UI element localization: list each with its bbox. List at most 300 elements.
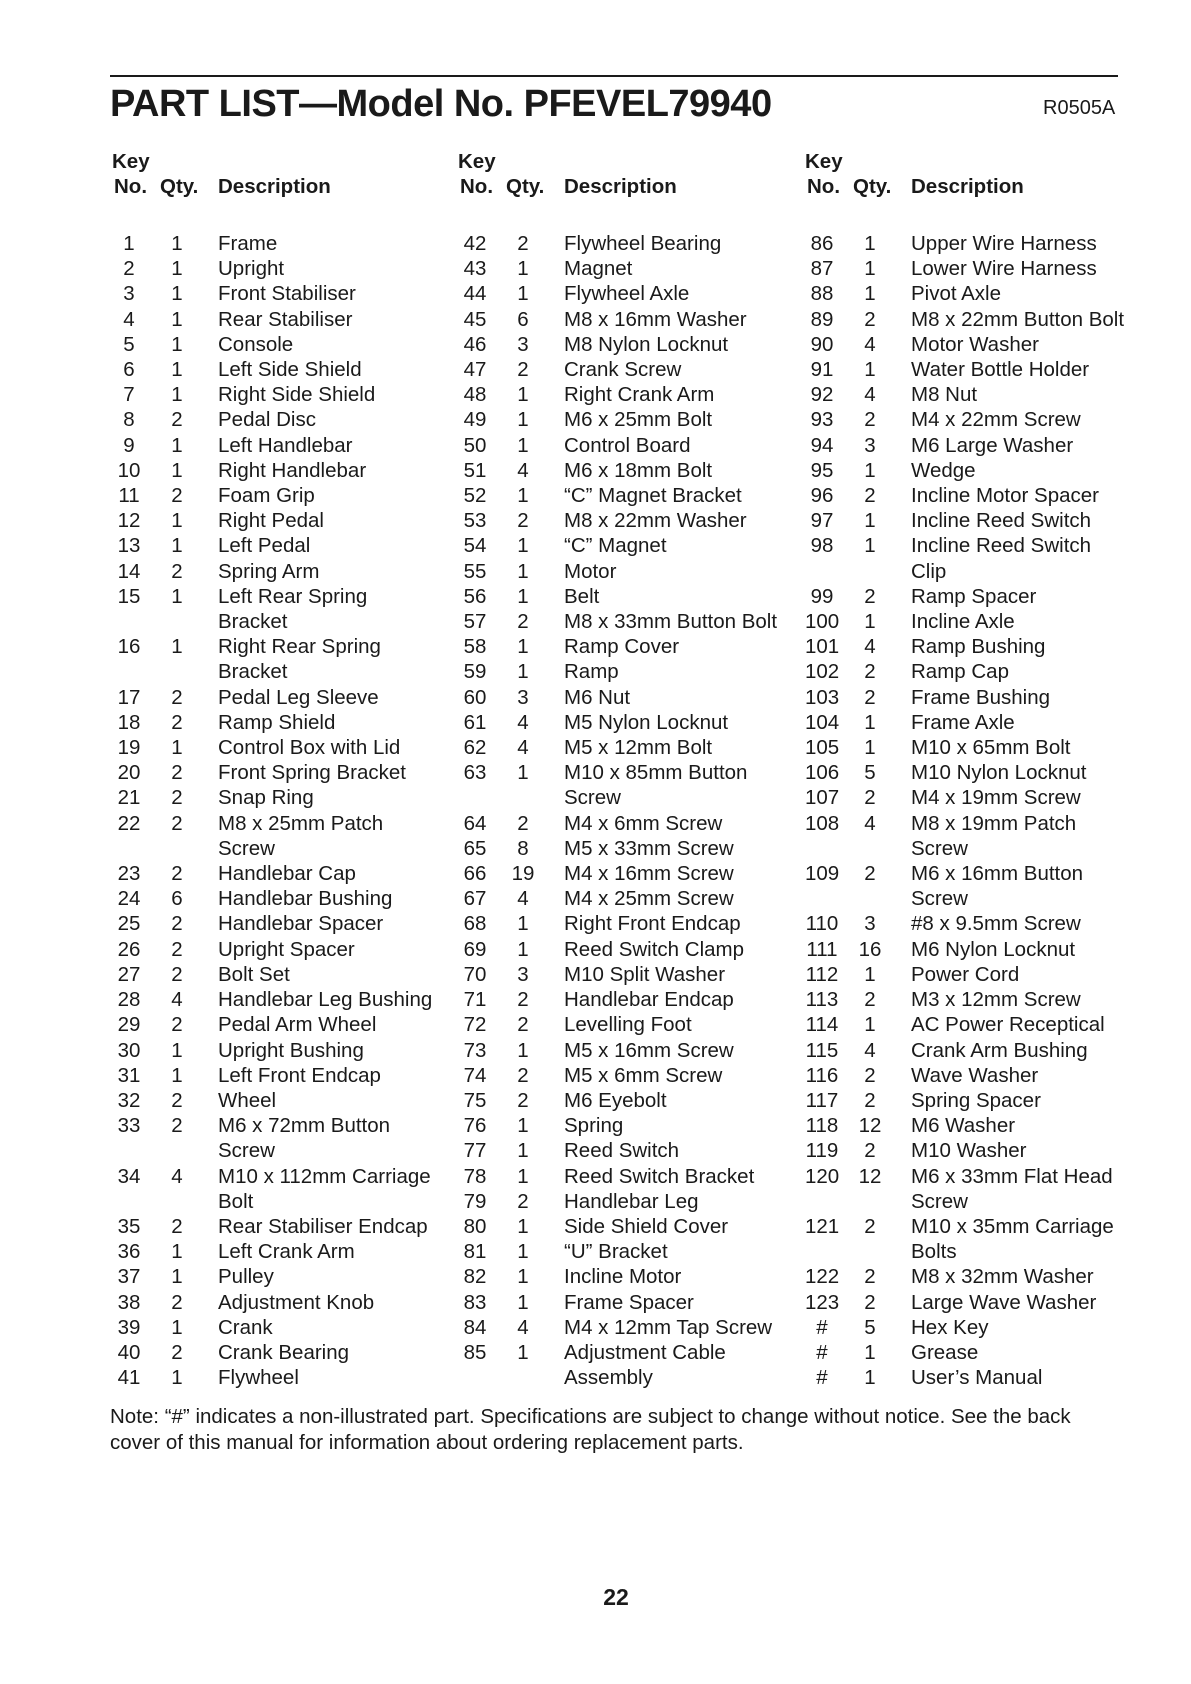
- quantity: 1: [864, 257, 876, 281]
- key-number: 40: [117, 1340, 141, 1364]
- key-number: 5: [123, 332, 135, 356]
- key-number: 27: [117, 962, 141, 986]
- quantity: 1: [171, 635, 183, 659]
- quantity: 4: [517, 736, 529, 760]
- description: Frame Axle: [911, 710, 1015, 734]
- quantity: 4: [864, 332, 876, 356]
- quantity: 1: [171, 433, 183, 457]
- quantity: 2: [517, 1088, 529, 1112]
- description: M5 x 12mm Bolt: [564, 736, 713, 760]
- key-number: #: [816, 1366, 828, 1390]
- quantity: 1: [171, 736, 183, 760]
- key-number: 99: [810, 584, 834, 608]
- quantity: [160, 609, 194, 634]
- description: Frame: [218, 232, 278, 255]
- parts-row: [112, 1088, 432, 1113]
- parts-row: [458, 886, 777, 911]
- parts-row: [805, 1164, 1124, 1189]
- quantity: 1: [864, 358, 876, 382]
- quantity: 3: [517, 962, 529, 986]
- key-number: 21: [117, 786, 141, 810]
- parts-row: [805, 1088, 1124, 1113]
- description: Grease: [911, 1340, 979, 1364]
- quantity: 1: [171, 1315, 183, 1339]
- parts-row: [458, 382, 777, 407]
- key-number: 74: [463, 1063, 487, 1087]
- key-number: 37: [117, 1265, 141, 1289]
- key-number: 60: [463, 685, 487, 709]
- parts-row: [805, 433, 1124, 458]
- quantity: 1: [171, 383, 183, 407]
- parts-row: [458, 987, 777, 1012]
- description: Rear Stabiliser: [218, 307, 353, 331]
- key-number: 46: [463, 332, 487, 356]
- key-number: 66: [463, 862, 487, 886]
- parts-row: [458, 1290, 777, 1315]
- parts-row: [112, 861, 432, 886]
- key-number: [458, 1365, 492, 1390]
- key-number: 84: [463, 1315, 487, 1339]
- description: M8 Nut: [911, 383, 978, 407]
- top-rule: [110, 75, 1118, 77]
- description: Frame Spacer: [564, 1290, 694, 1314]
- key-number: 61: [463, 710, 487, 734]
- quantity: 2: [171, 937, 183, 961]
- quantity: 2: [864, 862, 876, 886]
- parts-row: [805, 533, 1124, 558]
- key-number: 67: [463, 887, 487, 911]
- parts-row: [112, 407, 432, 432]
- parts-row: [112, 433, 432, 458]
- quantity: 1: [864, 509, 876, 533]
- key-number: 109: [805, 862, 840, 886]
- description: Wave Washer: [911, 1063, 1039, 1087]
- parts-row: [458, 609, 777, 634]
- key-number: 115: [805, 1038, 839, 1062]
- description: Reed Switch Clamp: [564, 937, 745, 961]
- description: M10 Washer: [911, 1139, 1027, 1163]
- quantity: 1: [517, 1164, 529, 1188]
- description: Incline Axle: [911, 610, 1015, 634]
- quantity: 2: [864, 1063, 876, 1087]
- description: Water Bottle Holder: [911, 358, 1090, 382]
- quantity: 2: [171, 710, 183, 734]
- parts-row: [805, 559, 1124, 584]
- description: Ramp Cap: [911, 660, 1009, 684]
- parts-row: [112, 1214, 432, 1239]
- parts-row: [805, 483, 1124, 508]
- parts-row: [805, 785, 1124, 810]
- parts-row: [805, 911, 1124, 936]
- description: Motor: [564, 559, 617, 583]
- quantity: 1: [864, 610, 876, 634]
- quantity: 6: [171, 887, 183, 911]
- quantity: 8: [517, 836, 529, 860]
- key-number: 51: [463, 458, 487, 482]
- quantity: 2: [171, 1114, 183, 1138]
- quantity: 4: [864, 811, 876, 835]
- parts-row: [458, 1264, 777, 1289]
- key-number: [112, 609, 146, 634]
- key-number: 16: [117, 635, 141, 659]
- key-number: 4: [123, 307, 135, 331]
- quantity: 1: [517, 383, 529, 407]
- description: M4 x 25mm Screw: [564, 887, 734, 911]
- quantity: 6: [517, 307, 529, 331]
- parts-row: [458, 1012, 777, 1037]
- parts-row: [112, 559, 432, 584]
- quantity: 2: [171, 484, 183, 508]
- key-number: [112, 836, 146, 861]
- description: Reed Switch Bracket: [564, 1164, 755, 1188]
- quantity: 2: [864, 1088, 876, 1112]
- quantity: 1: [517, 761, 529, 785]
- quantity: 19: [511, 862, 535, 886]
- key-number: 104: [805, 710, 840, 734]
- quantity: 4: [864, 383, 876, 407]
- parts-row: [805, 1189, 1124, 1214]
- key-number: 69: [463, 937, 487, 961]
- description: Upright Bushing: [218, 1038, 364, 1062]
- header-description: Description: [218, 175, 331, 198]
- description: Adjustment Cable: [564, 1340, 726, 1364]
- description: Hex Key: [911, 1315, 989, 1339]
- quantity: [160, 659, 194, 684]
- parts-row: [458, 937, 777, 962]
- quantity: 1: [517, 912, 529, 936]
- description: M6 x 33mm Flat Head: [911, 1164, 1113, 1188]
- quantity: 2: [864, 786, 876, 810]
- description: “C” Magnet Bracket: [564, 484, 742, 508]
- key-number: 53: [463, 509, 487, 533]
- parts-row: [458, 1340, 777, 1365]
- description: Levelling Foot: [564, 1013, 692, 1037]
- parts-row: [112, 307, 432, 332]
- description: M6 Nylon Locknut: [911, 937, 1076, 961]
- key-number: 45: [463, 307, 487, 331]
- parts-row: [458, 911, 777, 936]
- description: Flywheel Bearing: [564, 232, 722, 255]
- description: Right Crank Arm: [564, 383, 715, 407]
- description: Handlebar Leg: [564, 1189, 699, 1213]
- key-number: 30: [117, 1038, 141, 1062]
- key-number: 70: [463, 962, 487, 986]
- key-number: 98: [810, 534, 834, 558]
- parts-row: [112, 332, 432, 357]
- key-number: 1: [123, 232, 135, 255]
- description: Clip: [911, 559, 947, 583]
- key-number: 68: [463, 912, 487, 936]
- key-number: [458, 785, 492, 810]
- description: Bolts: [911, 1240, 957, 1264]
- parts-row: [458, 634, 777, 659]
- description: M6 Large Washer: [911, 433, 1074, 457]
- quantity: 2: [171, 912, 183, 936]
- description: AC Power Receptical: [911, 1013, 1105, 1037]
- key-number: 111: [806, 937, 838, 961]
- key-number: 121: [805, 1214, 840, 1238]
- quantity: 5: [864, 761, 876, 785]
- parts-row: [805, 584, 1124, 609]
- quantity: 4: [864, 635, 876, 659]
- description: M6 x 25mm Bolt: [564, 408, 713, 432]
- key-number: 32: [117, 1088, 141, 1112]
- quantity: 1: [517, 534, 529, 558]
- document-code: R0505A: [1043, 97, 1116, 119]
- parts-row: [805, 609, 1124, 634]
- header-key: Key: [458, 150, 496, 173]
- description: User’s Manual: [911, 1366, 1043, 1390]
- quantity: 1: [517, 1265, 529, 1289]
- parts-row: [112, 508, 432, 533]
- key-number: 13: [117, 534, 141, 558]
- key-number: 91: [810, 358, 834, 382]
- quantity: 2: [864, 660, 876, 684]
- quantity: 1: [864, 710, 876, 734]
- parts-row: [112, 458, 432, 483]
- description: Wheel: [218, 1088, 277, 1112]
- quantity: 1: [517, 484, 529, 508]
- key-number: 110: [805, 912, 839, 936]
- parts-row: [112, 357, 432, 382]
- quantity: 1: [517, 433, 529, 457]
- quantity: 1: [171, 534, 183, 558]
- description: Ramp: [564, 660, 619, 684]
- quantity: 3: [517, 332, 529, 356]
- parts-row: [805, 836, 1124, 861]
- quantity: 2: [864, 584, 876, 608]
- parts-row: [458, 433, 777, 458]
- key-number: #: [816, 1340, 828, 1364]
- description: M6 Washer: [911, 1114, 1016, 1138]
- quantity: 2: [864, 307, 876, 331]
- description: Foam Grip: [218, 484, 315, 508]
- key-number: [112, 1138, 146, 1163]
- parts-row: [112, 1189, 432, 1214]
- parts-row: [805, 1214, 1124, 1239]
- description: M8 x 16mm Washer: [564, 307, 747, 331]
- parts-row: [458, 1189, 777, 1214]
- description: Incline Motor: [564, 1265, 682, 1289]
- quantity: 2: [171, 786, 183, 810]
- quantity: 1: [517, 408, 529, 432]
- quantity: 1: [171, 1265, 183, 1289]
- key-number: 83: [463, 1290, 487, 1314]
- quantity: 1: [171, 358, 183, 382]
- header-no: No.: [460, 175, 494, 198]
- column-header: [112, 150, 432, 206]
- parts-row: [458, 533, 777, 558]
- key-number: 114: [805, 1013, 839, 1037]
- description: Upright Spacer: [218, 937, 355, 961]
- description: Right Handlebar: [218, 458, 367, 482]
- key-number: 25: [117, 912, 141, 936]
- quantity: 1: [517, 1340, 529, 1364]
- quantity: 1: [517, 937, 529, 961]
- parts-row: [458, 1088, 777, 1113]
- quantity: 2: [171, 685, 183, 709]
- key-number: 88: [810, 282, 834, 306]
- key-number: 29: [117, 1013, 141, 1037]
- key-number: 31: [117, 1063, 141, 1087]
- description: Motor Washer: [911, 332, 1039, 356]
- key-number: 65: [463, 836, 487, 860]
- key-number: 54: [463, 534, 487, 558]
- description: Side Shield Cover: [564, 1214, 729, 1238]
- quantity: 2: [517, 358, 529, 382]
- parts-row: [805, 659, 1124, 684]
- key-number: 35: [117, 1214, 141, 1238]
- parts-row: [805, 407, 1124, 432]
- header-key: Key: [112, 150, 150, 173]
- key-number: 94: [810, 433, 834, 457]
- parts-row: [458, 1038, 777, 1063]
- header-description: Description: [564, 175, 677, 198]
- description: M4 x 19mm Screw: [911, 786, 1081, 810]
- parts-row: [112, 256, 432, 281]
- parts-row: [112, 1315, 432, 1340]
- quantity: 1: [171, 1240, 183, 1264]
- description: M5 Nylon Locknut: [564, 710, 729, 734]
- quantity: 1: [517, 1214, 529, 1238]
- description: Snap Ring: [218, 786, 314, 810]
- parts-row: [112, 937, 432, 962]
- quantity: 3: [517, 685, 529, 709]
- parts-row: [458, 811, 777, 836]
- description: M8 Nylon Locknut: [564, 332, 729, 356]
- description: Upper Wire Harness: [911, 232, 1097, 255]
- description: Adjustment Knob: [218, 1290, 375, 1314]
- quantity: [506, 785, 540, 810]
- parts-row: [112, 1290, 432, 1315]
- quantity: 4: [517, 710, 529, 734]
- key-number: 79: [463, 1189, 487, 1213]
- key-number: 93: [810, 408, 834, 432]
- description: Console: [218, 332, 294, 356]
- parts-row: [458, 685, 777, 710]
- parts-row: [112, 685, 432, 710]
- quantity: 2: [864, 988, 876, 1012]
- quantity: 2: [171, 862, 183, 886]
- parts-row: [458, 659, 777, 684]
- parts-row: [112, 1113, 432, 1138]
- description: M10 x 65mm Bolt: [911, 736, 1071, 760]
- key-number: 103: [805, 685, 840, 709]
- parts-column-1: [112, 150, 432, 1390]
- parts-row: [112, 987, 432, 1012]
- key-number: 101: [805, 635, 840, 659]
- quantity: 1: [517, 1114, 529, 1138]
- quantity: 4: [864, 1038, 876, 1062]
- key-number: 12: [117, 509, 141, 533]
- parts-row: [112, 609, 432, 634]
- parts-row: [112, 811, 432, 836]
- key-number: 9: [123, 433, 135, 457]
- key-number: 71: [463, 988, 487, 1012]
- quantity: 2: [864, 1290, 876, 1314]
- parts-row: [458, 256, 777, 281]
- quantity: 2: [171, 1088, 183, 1112]
- parts-row: [805, 685, 1124, 710]
- quantity: 1: [517, 584, 529, 608]
- quantity: [160, 836, 194, 861]
- quantity: 2: [864, 408, 876, 432]
- quantity: 1: [517, 1139, 529, 1163]
- quantity: 1: [517, 559, 529, 583]
- quantity: 1: [171, 307, 183, 331]
- description: M4 x 16mm Screw: [564, 862, 734, 886]
- description: Control Board: [564, 433, 691, 457]
- parts-row: [112, 1239, 432, 1264]
- description: M3 x 12mm Screw: [911, 988, 1081, 1012]
- parts-row: [805, 1264, 1124, 1289]
- key-number: 75: [463, 1088, 487, 1112]
- description: Front Stabiliser: [218, 282, 356, 306]
- key-number: 6: [123, 358, 135, 382]
- parts-column-3: [805, 150, 1124, 1390]
- parts-row: [458, 1315, 777, 1340]
- description: Bolt: [218, 1189, 254, 1213]
- key-number: 85: [463, 1340, 487, 1364]
- parts-row: [112, 584, 432, 609]
- description: Screw: [911, 1189, 968, 1213]
- parts-row: [112, 1365, 432, 1390]
- description: Spring Spacer: [911, 1088, 1041, 1112]
- quantity: 1: [171, 1366, 183, 1390]
- key-number: 22: [117, 811, 141, 835]
- description: Wedge: [911, 458, 976, 482]
- key-number: 44: [463, 282, 487, 306]
- parts-row: [112, 659, 432, 684]
- quantity: 16: [858, 937, 882, 961]
- parts-row: [805, 332, 1124, 357]
- description: Lower Wire Harness: [911, 257, 1097, 281]
- description: Right Pedal: [218, 509, 324, 533]
- quantity: 4: [171, 988, 183, 1012]
- parts-row: [458, 1214, 777, 1239]
- parts-row: [805, 1038, 1124, 1063]
- quantity: 2: [171, 761, 183, 785]
- parts-rows: [805, 231, 1124, 1390]
- description: Handlebar Spacer: [218, 912, 384, 936]
- description: Front Spring Bracket: [218, 761, 406, 785]
- quantity: 1: [864, 232, 876, 255]
- key-number: 113: [805, 988, 839, 1012]
- quantity: 1: [864, 736, 876, 760]
- quantity: 1: [517, 660, 529, 684]
- description: Handlebar Bushing: [218, 887, 393, 911]
- description: Pedal Disc: [218, 408, 316, 432]
- quantity: 3: [864, 433, 876, 457]
- description: Crank Arm Bushing: [911, 1038, 1088, 1062]
- parts-row: [112, 634, 432, 659]
- page-title: PART LIST—Model No. PFEVEL79940: [110, 83, 772, 125]
- key-number: 10: [117, 458, 141, 482]
- parts-rows: [458, 231, 777, 1390]
- description: Pulley: [218, 1265, 274, 1289]
- description: Incline Reed Switch: [911, 509, 1092, 533]
- quantity: 1: [864, 1366, 876, 1390]
- footnote: Note: “#” indicates a non-illustrated part. Specifications are subject to change without notice. See the back cover of this manual for information about ordering replacement parts.: [110, 1405, 1071, 1454]
- key-number: 102: [805, 660, 840, 684]
- description: Left Pedal: [218, 534, 311, 558]
- header-no: No.: [807, 175, 841, 198]
- key-number: 33: [117, 1114, 141, 1138]
- key-number: 118: [805, 1114, 839, 1138]
- quantity: 2: [171, 559, 183, 583]
- key-number: 120: [805, 1164, 840, 1188]
- quantity: 4: [517, 458, 529, 482]
